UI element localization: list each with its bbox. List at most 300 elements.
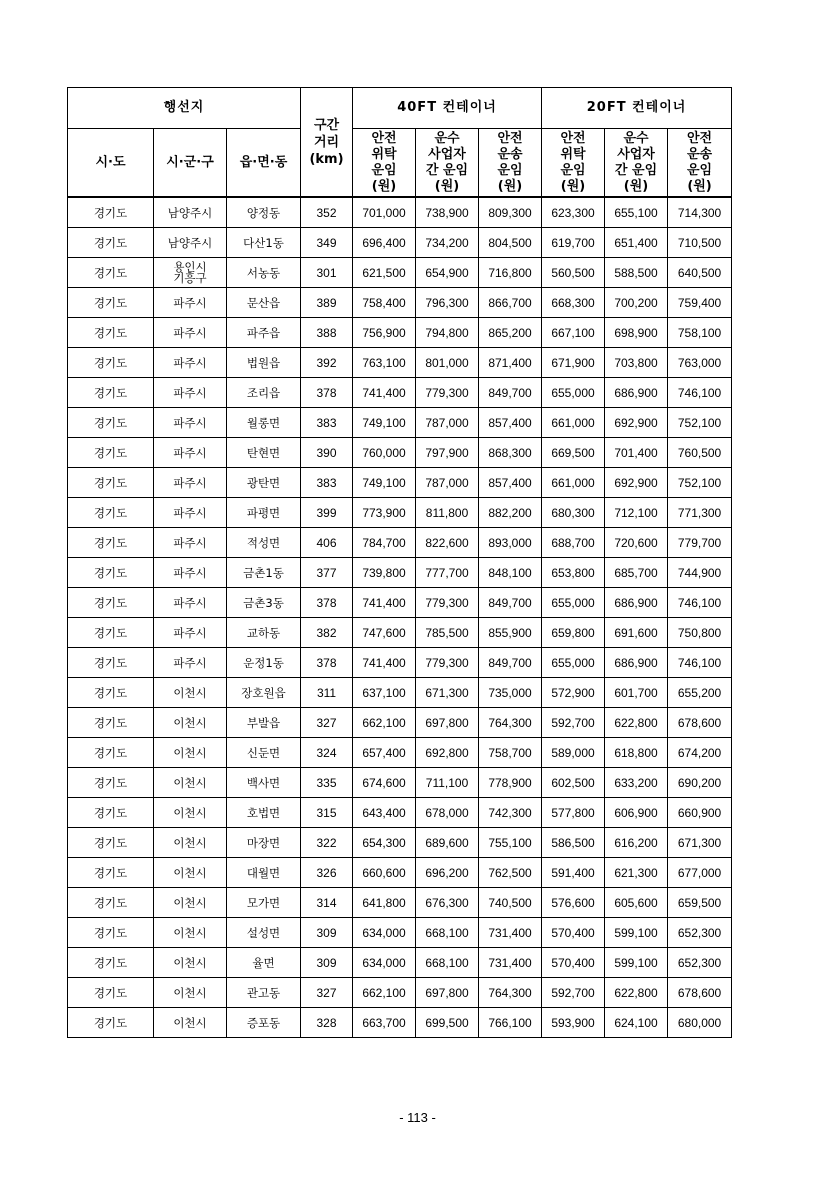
cell-40ft-safe-transport: 868,300 (479, 438, 542, 468)
cell-20ft-safe-transport: 652,300 (668, 948, 732, 978)
cell-40ft-safe-consign: 756,900 (353, 318, 416, 348)
cell-40ft-safe-consign: 696,400 (353, 228, 416, 258)
cell-40ft-safe-transport: 778,900 (479, 768, 542, 798)
cell-40ft-safe-transport: 849,700 (479, 378, 542, 408)
table-row (68, 558, 732, 588)
cell-20ft-between-operators: 606,900 (605, 798, 668, 828)
cell-40ft-safe-transport: 755,100 (479, 828, 542, 858)
cell-sido: 경기도 (68, 678, 154, 708)
cell-40ft-between-operators: 699,500 (416, 1008, 479, 1038)
cell-40ft-safe-consign: 662,100 (353, 708, 416, 738)
cell-sido: 경기도 (68, 528, 154, 558)
cell-40ft-safe-consign: 654,300 (353, 828, 416, 858)
cell-40ft-safe-consign: 662,100 (353, 978, 416, 1008)
cell-40ft-safe-transport: 764,300 (479, 978, 542, 1008)
cell-20ft-safe-transport: 660,900 (668, 798, 732, 828)
cell-sigungu: 파주시 (154, 378, 227, 408)
cell-distance: 301 (301, 258, 353, 288)
cell-20ft-safe-transport: 758,100 (668, 318, 732, 348)
cell-sigungu: 이천시 (154, 858, 227, 888)
cell-dong: 율면 (227, 948, 301, 978)
cell-20ft-safe-consign: 592,700 (542, 978, 605, 1008)
table-row (68, 918, 732, 948)
table-row (68, 888, 732, 918)
cell-sido: 경기도 (68, 1008, 154, 1038)
cell-sigungu: 이천시 (154, 738, 227, 768)
table-row (68, 318, 732, 348)
cell-40ft-safe-transport: 731,400 (479, 918, 542, 948)
cell-40ft-safe-transport: 742,300 (479, 798, 542, 828)
cell-sido: 경기도 (68, 588, 154, 618)
table-body (68, 197, 732, 1038)
cell-20ft-between-operators: 685,700 (605, 558, 668, 588)
cell-sigungu: 파주시 (154, 468, 227, 498)
cell-dong: 장호원읍 (227, 678, 301, 708)
cell-sido: 경기도 (68, 918, 154, 948)
cell-20ft-safe-consign: 602,500 (542, 768, 605, 798)
cell-20ft-between-operators: 588,500 (605, 258, 668, 288)
cell-sigungu: 파주시 (154, 648, 227, 678)
cell-40ft-between-operators: 668,100 (416, 918, 479, 948)
header-eupmyeondong: 읍·면·동 (227, 129, 301, 198)
cell-40ft-between-operators: 811,800 (416, 498, 479, 528)
cell-40ft-between-operators: 794,800 (416, 318, 479, 348)
cell-20ft-between-operators: 692,900 (605, 408, 668, 438)
table-row (68, 348, 732, 378)
cell-40ft-safe-consign: 741,400 (353, 648, 416, 678)
cell-20ft-safe-consign: 570,400 (542, 918, 605, 948)
cell-20ft-safe-transport: 744,900 (668, 558, 732, 588)
cell-dong: 다산1동 (227, 228, 301, 258)
cell-20ft-between-operators: 686,900 (605, 378, 668, 408)
cell-sigungu: 파주시 (154, 528, 227, 558)
cell-sigungu: 남양주시 (154, 197, 227, 228)
cell-distance: 349 (301, 228, 353, 258)
cell-40ft-between-operators: 796,300 (416, 288, 479, 318)
cell-dong: 조리읍 (227, 378, 301, 408)
cell-sigungu: 이천시 (154, 918, 227, 948)
cell-20ft-safe-consign: 661,000 (542, 408, 605, 438)
cell-20ft-safe-consign: 570,400 (542, 948, 605, 978)
cell-distance: 327 (301, 708, 353, 738)
cell-40ft-safe-transport: 865,200 (479, 318, 542, 348)
cell-40ft-safe-transport: 762,500 (479, 858, 542, 888)
cell-40ft-safe-consign: 663,700 (353, 1008, 416, 1038)
table-row (68, 858, 732, 888)
cell-40ft-between-operators: 787,000 (416, 468, 479, 498)
cell-dong: 서농동 (227, 258, 301, 288)
cell-40ft-safe-consign: 784,700 (353, 528, 416, 558)
cell-20ft-between-operators: 691,600 (605, 618, 668, 648)
cell-40ft-safe-consign: 741,400 (353, 378, 416, 408)
cell-sigungu: 이천시 (154, 768, 227, 798)
cell-40ft-between-operators: 734,200 (416, 228, 479, 258)
table-row (68, 1008, 732, 1038)
cell-dong: 호법면 (227, 798, 301, 828)
cell-40ft-safe-transport: 893,000 (479, 528, 542, 558)
cell-40ft-safe-consign: 741,400 (353, 588, 416, 618)
cell-20ft-safe-transport: 671,300 (668, 828, 732, 858)
table-row (68, 438, 732, 468)
cell-sido: 경기도 (68, 618, 154, 648)
cell-40ft-between-operators: 779,300 (416, 378, 479, 408)
table-row (68, 618, 732, 648)
cell-sido: 경기도 (68, 648, 154, 678)
cell-sido: 경기도 (68, 378, 154, 408)
cell-40ft-between-operators: 676,300 (416, 888, 479, 918)
cell-dong: 마장면 (227, 828, 301, 858)
cell-40ft-between-operators: 697,800 (416, 708, 479, 738)
cell-40ft-safe-transport: 857,400 (479, 408, 542, 438)
cell-distance: 390 (301, 438, 353, 468)
cell-distance: 352 (301, 197, 353, 228)
cell-20ft-safe-consign: 586,500 (542, 828, 605, 858)
cell-20ft-safe-consign: 560,500 (542, 258, 605, 288)
cell-dong: 신둔면 (227, 738, 301, 768)
cell-distance: 328 (301, 1008, 353, 1038)
cell-40ft-safe-transport: 735,000 (479, 678, 542, 708)
cell-20ft-safe-consign: 591,400 (542, 858, 605, 888)
cell-sido: 경기도 (68, 858, 154, 888)
cell-20ft-safe-transport: 674,200 (668, 738, 732, 768)
cell-sigungu: 이천시 (154, 888, 227, 918)
cell-40ft-between-operators: 678,000 (416, 798, 479, 828)
cell-40ft-safe-consign: 749,100 (353, 468, 416, 498)
cell-sido: 경기도 (68, 288, 154, 318)
cell-distance: 378 (301, 648, 353, 678)
cell-40ft-safe-consign: 621,500 (353, 258, 416, 288)
cell-40ft-safe-transport: 716,800 (479, 258, 542, 288)
cell-sido: 경기도 (68, 438, 154, 468)
cell-dong: 광탄면 (227, 468, 301, 498)
cell-distance: 309 (301, 918, 353, 948)
cell-40ft-safe-consign: 634,000 (353, 918, 416, 948)
cell-20ft-safe-transport: 750,800 (668, 618, 732, 648)
cell-40ft-safe-transport: 882,200 (479, 498, 542, 528)
cell-40ft-between-operators: 822,600 (416, 528, 479, 558)
table-row (68, 798, 732, 828)
cell-sigungu: 이천시 (154, 828, 227, 858)
header-40ft-between-operators: 운수 사업자 간 운임 (원) (416, 129, 479, 198)
cell-40ft-between-operators: 668,100 (416, 948, 479, 978)
table-row (68, 378, 732, 408)
cell-distance: 383 (301, 408, 353, 438)
cell-dong: 설성면 (227, 918, 301, 948)
cell-20ft-safe-transport: 759,400 (668, 288, 732, 318)
table-row (68, 588, 732, 618)
cell-20ft-safe-consign: 667,100 (542, 318, 605, 348)
table-header (68, 88, 732, 198)
cell-sido: 경기도 (68, 738, 154, 768)
cell-dong: 모가면 (227, 888, 301, 918)
table-row (68, 828, 732, 858)
cell-20ft-safe-transport: 746,100 (668, 648, 732, 678)
cell-distance: 377 (301, 558, 353, 588)
cell-sido: 경기도 (68, 498, 154, 528)
cell-40ft-between-operators: 785,500 (416, 618, 479, 648)
cell-40ft-safe-consign: 674,600 (353, 768, 416, 798)
table-row (68, 197, 732, 228)
cell-sido: 경기도 (68, 558, 154, 588)
cell-40ft-between-operators: 711,100 (416, 768, 479, 798)
cell-distance: 326 (301, 858, 353, 888)
header-20ft: 20FT 컨테이너 (542, 88, 732, 129)
cell-20ft-between-operators: 605,600 (605, 888, 668, 918)
cell-20ft-between-operators: 686,900 (605, 648, 668, 678)
table-row (68, 288, 732, 318)
cell-20ft-safe-transport: 710,500 (668, 228, 732, 258)
cell-dong: 관고동 (227, 978, 301, 1008)
header-20ft-between-operators: 운수 사업자 간 운임 (원) (605, 129, 668, 198)
cell-sigungu: 이천시 (154, 948, 227, 978)
cell-40ft-between-operators: 779,300 (416, 648, 479, 678)
cell-40ft-safe-transport: 871,400 (479, 348, 542, 378)
cell-20ft-between-operators: 599,100 (605, 918, 668, 948)
header-distance: 구간 거리 (km) (301, 88, 353, 198)
cell-sido: 경기도 (68, 708, 154, 738)
cell-sido: 경기도 (68, 828, 154, 858)
cell-20ft-between-operators: 624,100 (605, 1008, 668, 1038)
cell-20ft-safe-consign: 655,000 (542, 648, 605, 678)
cell-20ft-safe-consign: 655,000 (542, 378, 605, 408)
cell-sigungu: 파주시 (154, 618, 227, 648)
cell-sigungu: 파주시 (154, 408, 227, 438)
cell-dong: 법원읍 (227, 348, 301, 378)
cell-dong: 금촌1동 (227, 558, 301, 588)
cell-40ft-safe-transport: 849,700 (479, 588, 542, 618)
cell-20ft-between-operators: 633,200 (605, 768, 668, 798)
cell-distance: 399 (301, 498, 353, 528)
cell-distance: 322 (301, 828, 353, 858)
cell-20ft-safe-transport: 678,600 (668, 708, 732, 738)
cell-20ft-between-operators: 701,400 (605, 438, 668, 468)
cell-20ft-safe-consign: 589,000 (542, 738, 605, 768)
cell-40ft-safe-consign: 657,400 (353, 738, 416, 768)
header-sido: 시·도 (68, 129, 154, 198)
cell-dong: 양정동 (227, 197, 301, 228)
table-row (68, 528, 732, 558)
cell-40ft-safe-transport: 855,900 (479, 618, 542, 648)
cell-40ft-between-operators: 787,000 (416, 408, 479, 438)
cell-20ft-safe-transport: 779,700 (668, 528, 732, 558)
cell-distance: 389 (301, 288, 353, 318)
cell-distance: 378 (301, 588, 353, 618)
cell-sigungu: 파주시 (154, 588, 227, 618)
cell-20ft-safe-consign: 623,300 (542, 197, 605, 228)
cell-40ft-safe-consign: 739,800 (353, 558, 416, 588)
cell-40ft-safe-consign: 641,800 (353, 888, 416, 918)
cell-20ft-safe-transport: 746,100 (668, 378, 732, 408)
cell-20ft-safe-transport: 752,100 (668, 408, 732, 438)
cell-20ft-safe-transport: 746,100 (668, 588, 732, 618)
header-40ft-safe-transport: 안전 운송 운임 (원) (479, 129, 542, 198)
cell-sido: 경기도 (68, 348, 154, 378)
cell-distance: 378 (301, 378, 353, 408)
cell-20ft-safe-transport: 659,500 (668, 888, 732, 918)
cell-40ft-safe-consign: 637,100 (353, 678, 416, 708)
cell-distance: 382 (301, 618, 353, 648)
cell-20ft-safe-transport: 652,300 (668, 918, 732, 948)
cell-20ft-safe-consign: 688,700 (542, 528, 605, 558)
cell-distance: 406 (301, 528, 353, 558)
table-row (68, 648, 732, 678)
cell-40ft-safe-consign: 763,100 (353, 348, 416, 378)
table-row (68, 948, 732, 978)
cell-40ft-safe-transport: 804,500 (479, 228, 542, 258)
cell-dong: 부발읍 (227, 708, 301, 738)
cell-dong: 적성면 (227, 528, 301, 558)
cell-sigungu: 파주시 (154, 288, 227, 318)
cell-20ft-between-operators: 622,800 (605, 978, 668, 1008)
cell-40ft-safe-transport: 758,700 (479, 738, 542, 768)
cell-20ft-between-operators: 703,800 (605, 348, 668, 378)
cell-40ft-safe-transport: 731,400 (479, 948, 542, 978)
cell-sigungu: 이천시 (154, 678, 227, 708)
cell-sigungu: 이천시 (154, 1008, 227, 1038)
cell-20ft-safe-consign: 680,300 (542, 498, 605, 528)
cell-sido: 경기도 (68, 978, 154, 1008)
cell-distance: 324 (301, 738, 353, 768)
cell-40ft-between-operators: 779,300 (416, 588, 479, 618)
cell-40ft-safe-transport: 764,300 (479, 708, 542, 738)
cell-40ft-between-operators: 692,800 (416, 738, 479, 768)
cell-dong: 교하동 (227, 618, 301, 648)
cell-40ft-safe-transport: 809,300 (479, 197, 542, 228)
cell-40ft-safe-transport: 848,100 (479, 558, 542, 588)
table-row (68, 768, 732, 798)
cell-dong: 파주읍 (227, 318, 301, 348)
cell-20ft-between-operators: 655,100 (605, 197, 668, 228)
cell-20ft-safe-consign: 593,900 (542, 1008, 605, 1038)
cell-40ft-between-operators: 696,200 (416, 858, 479, 888)
cell-40ft-between-operators: 697,800 (416, 978, 479, 1008)
cell-sido: 경기도 (68, 948, 154, 978)
header-region: 행선지 (68, 88, 301, 129)
cell-40ft-safe-consign: 760,000 (353, 438, 416, 468)
header-20ft-safe-transport: 안전 운송 운임 (원) (668, 129, 732, 198)
cell-40ft-safe-consign: 749,100 (353, 408, 416, 438)
cell-sido: 경기도 (68, 197, 154, 228)
cell-distance: 315 (301, 798, 353, 828)
cell-dong: 월롱면 (227, 408, 301, 438)
cell-40ft-between-operators: 801,000 (416, 348, 479, 378)
cell-sido: 경기도 (68, 318, 154, 348)
cell-20ft-safe-transport: 678,600 (668, 978, 732, 1008)
cell-40ft-between-operators: 689,600 (416, 828, 479, 858)
cell-40ft-safe-consign: 758,400 (353, 288, 416, 318)
cell-distance: 383 (301, 468, 353, 498)
table-row (68, 228, 732, 258)
cell-40ft-safe-consign: 747,600 (353, 618, 416, 648)
cell-dong: 문산읍 (227, 288, 301, 318)
cell-40ft-between-operators: 738,900 (416, 197, 479, 228)
cell-sigungu: 파주시 (154, 558, 227, 588)
cell-distance: 388 (301, 318, 353, 348)
table-row (68, 738, 732, 768)
cell-20ft-between-operators: 686,900 (605, 588, 668, 618)
cell-20ft-between-operators: 720,600 (605, 528, 668, 558)
cell-40ft-safe-transport: 766,100 (479, 1008, 542, 1038)
cell-sido: 경기도 (68, 798, 154, 828)
header-20ft-safe-consign: 안전 위탁 운임 (원) (542, 129, 605, 198)
cell-20ft-between-operators: 700,200 (605, 288, 668, 318)
cell-distance: 314 (301, 888, 353, 918)
cell-20ft-safe-consign: 577,800 (542, 798, 605, 828)
cell-dong: 대월면 (227, 858, 301, 888)
cell-40ft-between-operators: 797,900 (416, 438, 479, 468)
cell-20ft-safe-transport: 655,200 (668, 678, 732, 708)
cell-dong: 탄현면 (227, 438, 301, 468)
cell-20ft-safe-consign: 659,800 (542, 618, 605, 648)
cell-sigungu: 용인시 기흥구 (154, 258, 227, 288)
table-row (68, 708, 732, 738)
table-row (68, 408, 732, 438)
header-sigungu: 시·군·구 (154, 129, 227, 198)
cell-40ft-safe-consign: 701,000 (353, 197, 416, 228)
cell-20ft-safe-consign: 671,900 (542, 348, 605, 378)
cell-20ft-between-operators: 618,800 (605, 738, 668, 768)
cell-20ft-safe-transport: 760,500 (668, 438, 732, 468)
cell-distance: 392 (301, 348, 353, 378)
cell-20ft-safe-consign: 592,700 (542, 708, 605, 738)
cell-40ft-safe-consign: 634,000 (353, 948, 416, 978)
cell-40ft-safe-consign: 643,400 (353, 798, 416, 828)
cell-20ft-between-operators: 651,400 (605, 228, 668, 258)
cell-20ft-safe-transport: 640,500 (668, 258, 732, 288)
rate-table-sheet (67, 87, 731, 1038)
cell-dong: 백사면 (227, 768, 301, 798)
cell-sigungu: 파주시 (154, 318, 227, 348)
cell-distance: 335 (301, 768, 353, 798)
freight-rate-table (67, 87, 732, 1038)
cell-20ft-safe-consign: 668,300 (542, 288, 605, 318)
cell-sido: 경기도 (68, 768, 154, 798)
cell-40ft-safe-consign: 660,600 (353, 858, 416, 888)
cell-sigungu: 파주시 (154, 498, 227, 528)
cell-20ft-safe-transport: 680,000 (668, 1008, 732, 1038)
cell-20ft-safe-consign: 619,700 (542, 228, 605, 258)
table-row (68, 978, 732, 1008)
cell-dong: 파평면 (227, 498, 301, 528)
cell-20ft-between-operators: 622,800 (605, 708, 668, 738)
cell-sido: 경기도 (68, 228, 154, 258)
cell-40ft-safe-transport: 857,400 (479, 468, 542, 498)
cell-20ft-safe-transport: 763,000 (668, 348, 732, 378)
cell-20ft-safe-consign: 653,800 (542, 558, 605, 588)
cell-40ft-between-operators: 671,300 (416, 678, 479, 708)
cell-distance: 311 (301, 678, 353, 708)
cell-40ft-safe-consign: 773,900 (353, 498, 416, 528)
cell-20ft-between-operators: 616,200 (605, 828, 668, 858)
header-40ft: 40FT 컨테이너 (353, 88, 542, 129)
cell-20ft-safe-transport: 752,100 (668, 468, 732, 498)
cell-dong: 운정1동 (227, 648, 301, 678)
cell-sigungu: 이천시 (154, 798, 227, 828)
cell-sigungu: 파주시 (154, 348, 227, 378)
cell-dong: 금촌3동 (227, 588, 301, 618)
cell-20ft-safe-consign: 669,500 (542, 438, 605, 468)
cell-20ft-between-operators: 601,700 (605, 678, 668, 708)
cell-sido: 경기도 (68, 468, 154, 498)
cell-sido: 경기도 (68, 408, 154, 438)
cell-20ft-safe-transport: 771,300 (668, 498, 732, 528)
table-row (68, 468, 732, 498)
table-row (68, 258, 732, 288)
table-row (68, 498, 732, 528)
cell-dong: 증포동 (227, 1008, 301, 1038)
cell-sido: 경기도 (68, 258, 154, 288)
cell-40ft-between-operators: 654,900 (416, 258, 479, 288)
